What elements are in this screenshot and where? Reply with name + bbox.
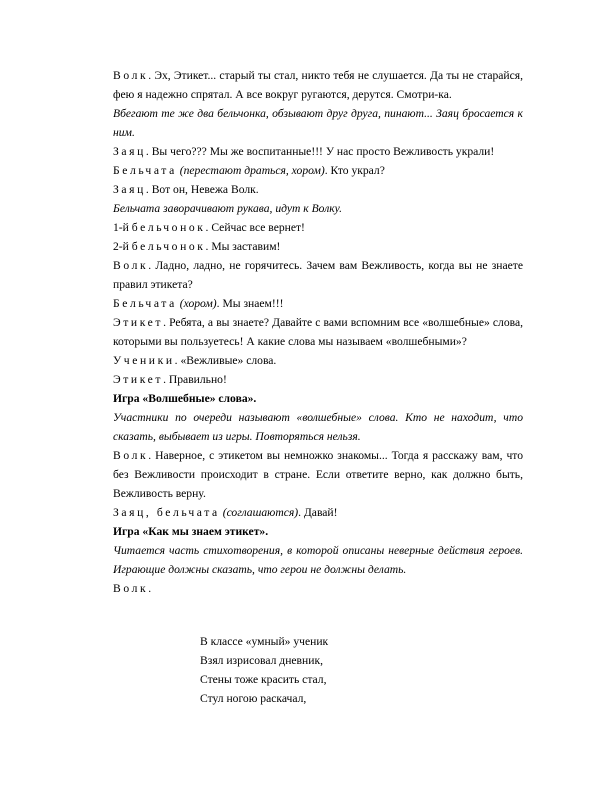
speaker-name: Волк: [113, 449, 149, 462]
paragraph-squirrels-2: [113, 294, 523, 313]
paragraph-etiquette-2: [113, 370, 523, 389]
paragraph-hare-2: [113, 180, 523, 199]
poem-line: Взял изрисовал дневник,: [200, 654, 323, 667]
poem-line: Стул ногою раскачал,: [200, 692, 307, 705]
paragraph-pupils: [113, 351, 523, 370]
speaker-name: бельчонок: [131, 221, 206, 234]
line-text: . Эх, Этикет... старый ты стал, никто тебя не слушается. Да ты не старайся, фею я надежно спрятал. А все вокруг ругаются, дерутся. Смотри-ка.: [113, 69, 523, 101]
speaker-name: Бельчата: [113, 297, 177, 310]
paragraph-hare-squirrels: [113, 503, 523, 522]
paragraph-etiquette-1: [113, 313, 523, 351]
speaker-name: бельчонок: [131, 240, 206, 253]
speaker-name: Заяц, бельчата: [113, 506, 220, 519]
line-text: . Давай!: [298, 506, 338, 519]
game-rules-1: Участники по очереди называют «волшебные» слова. Кто не находит, что сказать, выбывает из игры. Повторяться нельзя.: [113, 411, 523, 443]
paragraph-wolf-1: [113, 66, 523, 104]
line-text: . Мы знаем!!!: [216, 297, 284, 310]
stage-direction-2: Бельчата заворачивают рукава, идут к Волку.: [113, 202, 342, 215]
paragraph-squirrel-2: [113, 237, 523, 256]
stage-direction-1: Вбегают те же два бельчонка, обзывают друг друга, пинают... Заяц бросается к ним.: [113, 107, 523, 139]
line-text: . Ребята, а вы знаете? Давайте с вами вспомним все «волшебные» слова, которыми вы пользуетесь! А какие слова мы называем «волшебными»?: [113, 316, 523, 348]
stage-remark: (соглашаются): [222, 506, 299, 519]
speaker-number: 2-й: [113, 240, 132, 253]
paragraph-wolf-4: [113, 579, 523, 598]
line-text: . Ладно, ладно, не горячитесь. Зачем вам Вежливость, когда вы не знаете правил этикета?: [113, 259, 523, 291]
line-text: . Мы заставим!: [205, 240, 281, 253]
game-title-2: Игра «Как мы знаем этикет».: [113, 525, 269, 538]
paragraph-wolf-3: [113, 446, 523, 503]
speaker-name: Ученики: [113, 354, 175, 367]
line-text: . Наверное, с этикетом вы немножко знакомы... Тогда я расскажу вам, что без Вежливости происходит в стране. Если ответите верно, как должно быть, Вежливость верну.: [113, 449, 523, 500]
paragraph-squirrel-1: [113, 218, 523, 237]
speaker-name: Волк: [113, 69, 149, 82]
line-text: . Правильно!: [163, 373, 227, 386]
stage-remark: (перестают драться, хором): [179, 164, 325, 177]
game-rules-2: Читается часть стихотворения, в которой описаны неверные действия героев. Играющие должны сказать, что герои не должны делать.: [113, 544, 523, 576]
poem-line: Стены тоже красить стал,: [200, 673, 327, 686]
stage-remark: (хором): [179, 297, 217, 310]
speaker-name: Волк: [113, 259, 149, 272]
poem-line: В классе «умный» ученик: [200, 635, 329, 648]
speaker-name: Этикет: [113, 316, 164, 329]
paragraph-squirrels-1: [113, 161, 523, 180]
paragraph-wolf-2: [113, 256, 523, 294]
line-text: . «Вежливые» слова.: [174, 354, 277, 367]
speaker-name: Заяц: [113, 183, 146, 196]
line-text: . Кто украл?: [324, 164, 385, 177]
paragraph-hare-1: [113, 142, 523, 161]
line-text: . Вот он, Невежа Волк.: [145, 183, 259, 196]
line-text: .: [148, 582, 152, 595]
line-text: . Сейчас все вернет!: [205, 221, 305, 234]
line-text: . Вы чего??? Мы же воспитанные!!! У нас просто Вежливость украли!: [145, 145, 495, 158]
game-title-1: Игра «Волшебные» слова».: [113, 392, 257, 405]
poem-stanza: [200, 632, 328, 708]
speaker-name: Бельчата: [113, 164, 177, 177]
speaker-number: 1-й: [113, 221, 132, 234]
speaker-name: Волк: [113, 582, 149, 595]
play-script: [113, 66, 523, 598]
speaker-name: Заяц: [113, 145, 146, 158]
speaker-name: Этикет: [113, 373, 164, 386]
